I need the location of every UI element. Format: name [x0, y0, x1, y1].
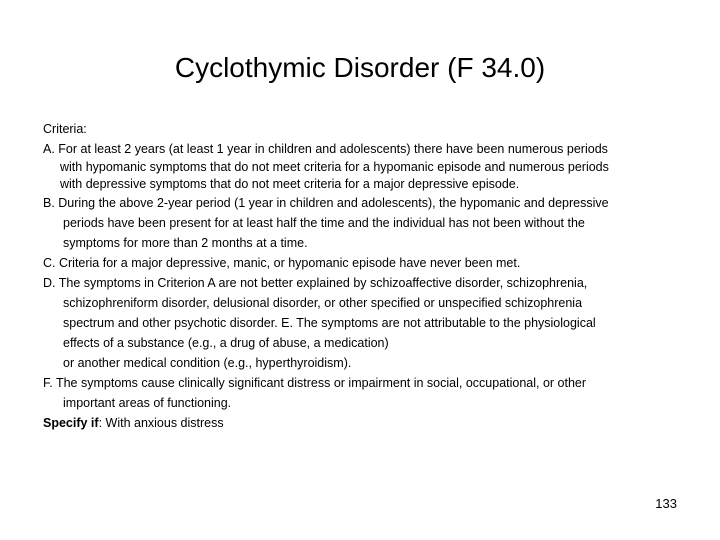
criterion-c-line: C. Criteria for a major depressive, manic, or hypomanic episode have never been met.: [43, 256, 521, 270]
criterion-b-line: periods have been present for at least half the time and the individual has not been without the: [63, 216, 585, 230]
criterion-b-line: symptoms for more than 2 months at a time.: [63, 236, 308, 250]
specify-label: Specify if: [43, 416, 99, 430]
specify-text: : With anxious distress: [98, 416, 224, 430]
criterion-a-line: with hypomanic symptoms that do not meet criteria for a hypomanic episode and numerous periods: [60, 160, 609, 174]
criterion-e-line: or another medical condition (e.g., hyperthyroidism).: [63, 356, 352, 370]
criterion-c: [43, 253, 683, 273]
criterion-b: [43, 193, 683, 253]
criterion-f: [43, 373, 683, 413]
criterion-f-line: F. The symptoms cause clinically significant distress or impairment in social, occupational, or other: [43, 376, 587, 390]
criterion-e-line: effects of a substance (e.g., a drug of abuse, a medication): [63, 336, 389, 350]
criteria-label: Criteria:: [43, 122, 87, 136]
criteria-body: [43, 119, 683, 433]
criterion-b-line: B. During the above 2-year period (1 year in children and adolescents), the hypomanic and depressive: [43, 196, 609, 210]
slide-title: Cyclothymic Disorder (F 34.0): [174, 52, 546, 83]
criterion-d-line: D. The symptoms in Criterion A are not better explained by schizoaffective disorder, schizophrenia,: [43, 276, 588, 290]
criterion-a-line: A. For at least 2 years (at least 1 year in children and adolescents) there have been numerous periods: [43, 142, 608, 156]
specifier: [43, 413, 683, 433]
page-number: 133: [655, 496, 677, 511]
criterion-f-line: important areas of functioning.: [63, 396, 232, 410]
criterion-d-e: [43, 273, 683, 373]
criterion-a-line: with depressive symptoms that do not meet criteria for a major depressive episode.: [60, 177, 520, 191]
criterion-d-line: schizophreniform disorder, delusional disorder, or other specified or unspecified schizophrenia: [63, 296, 583, 310]
criterion-a: [43, 139, 683, 193]
criterion-d-line: spectrum and other psychotic disorder. E. The symptoms are not attributable to the physiological: [63, 316, 596, 330]
